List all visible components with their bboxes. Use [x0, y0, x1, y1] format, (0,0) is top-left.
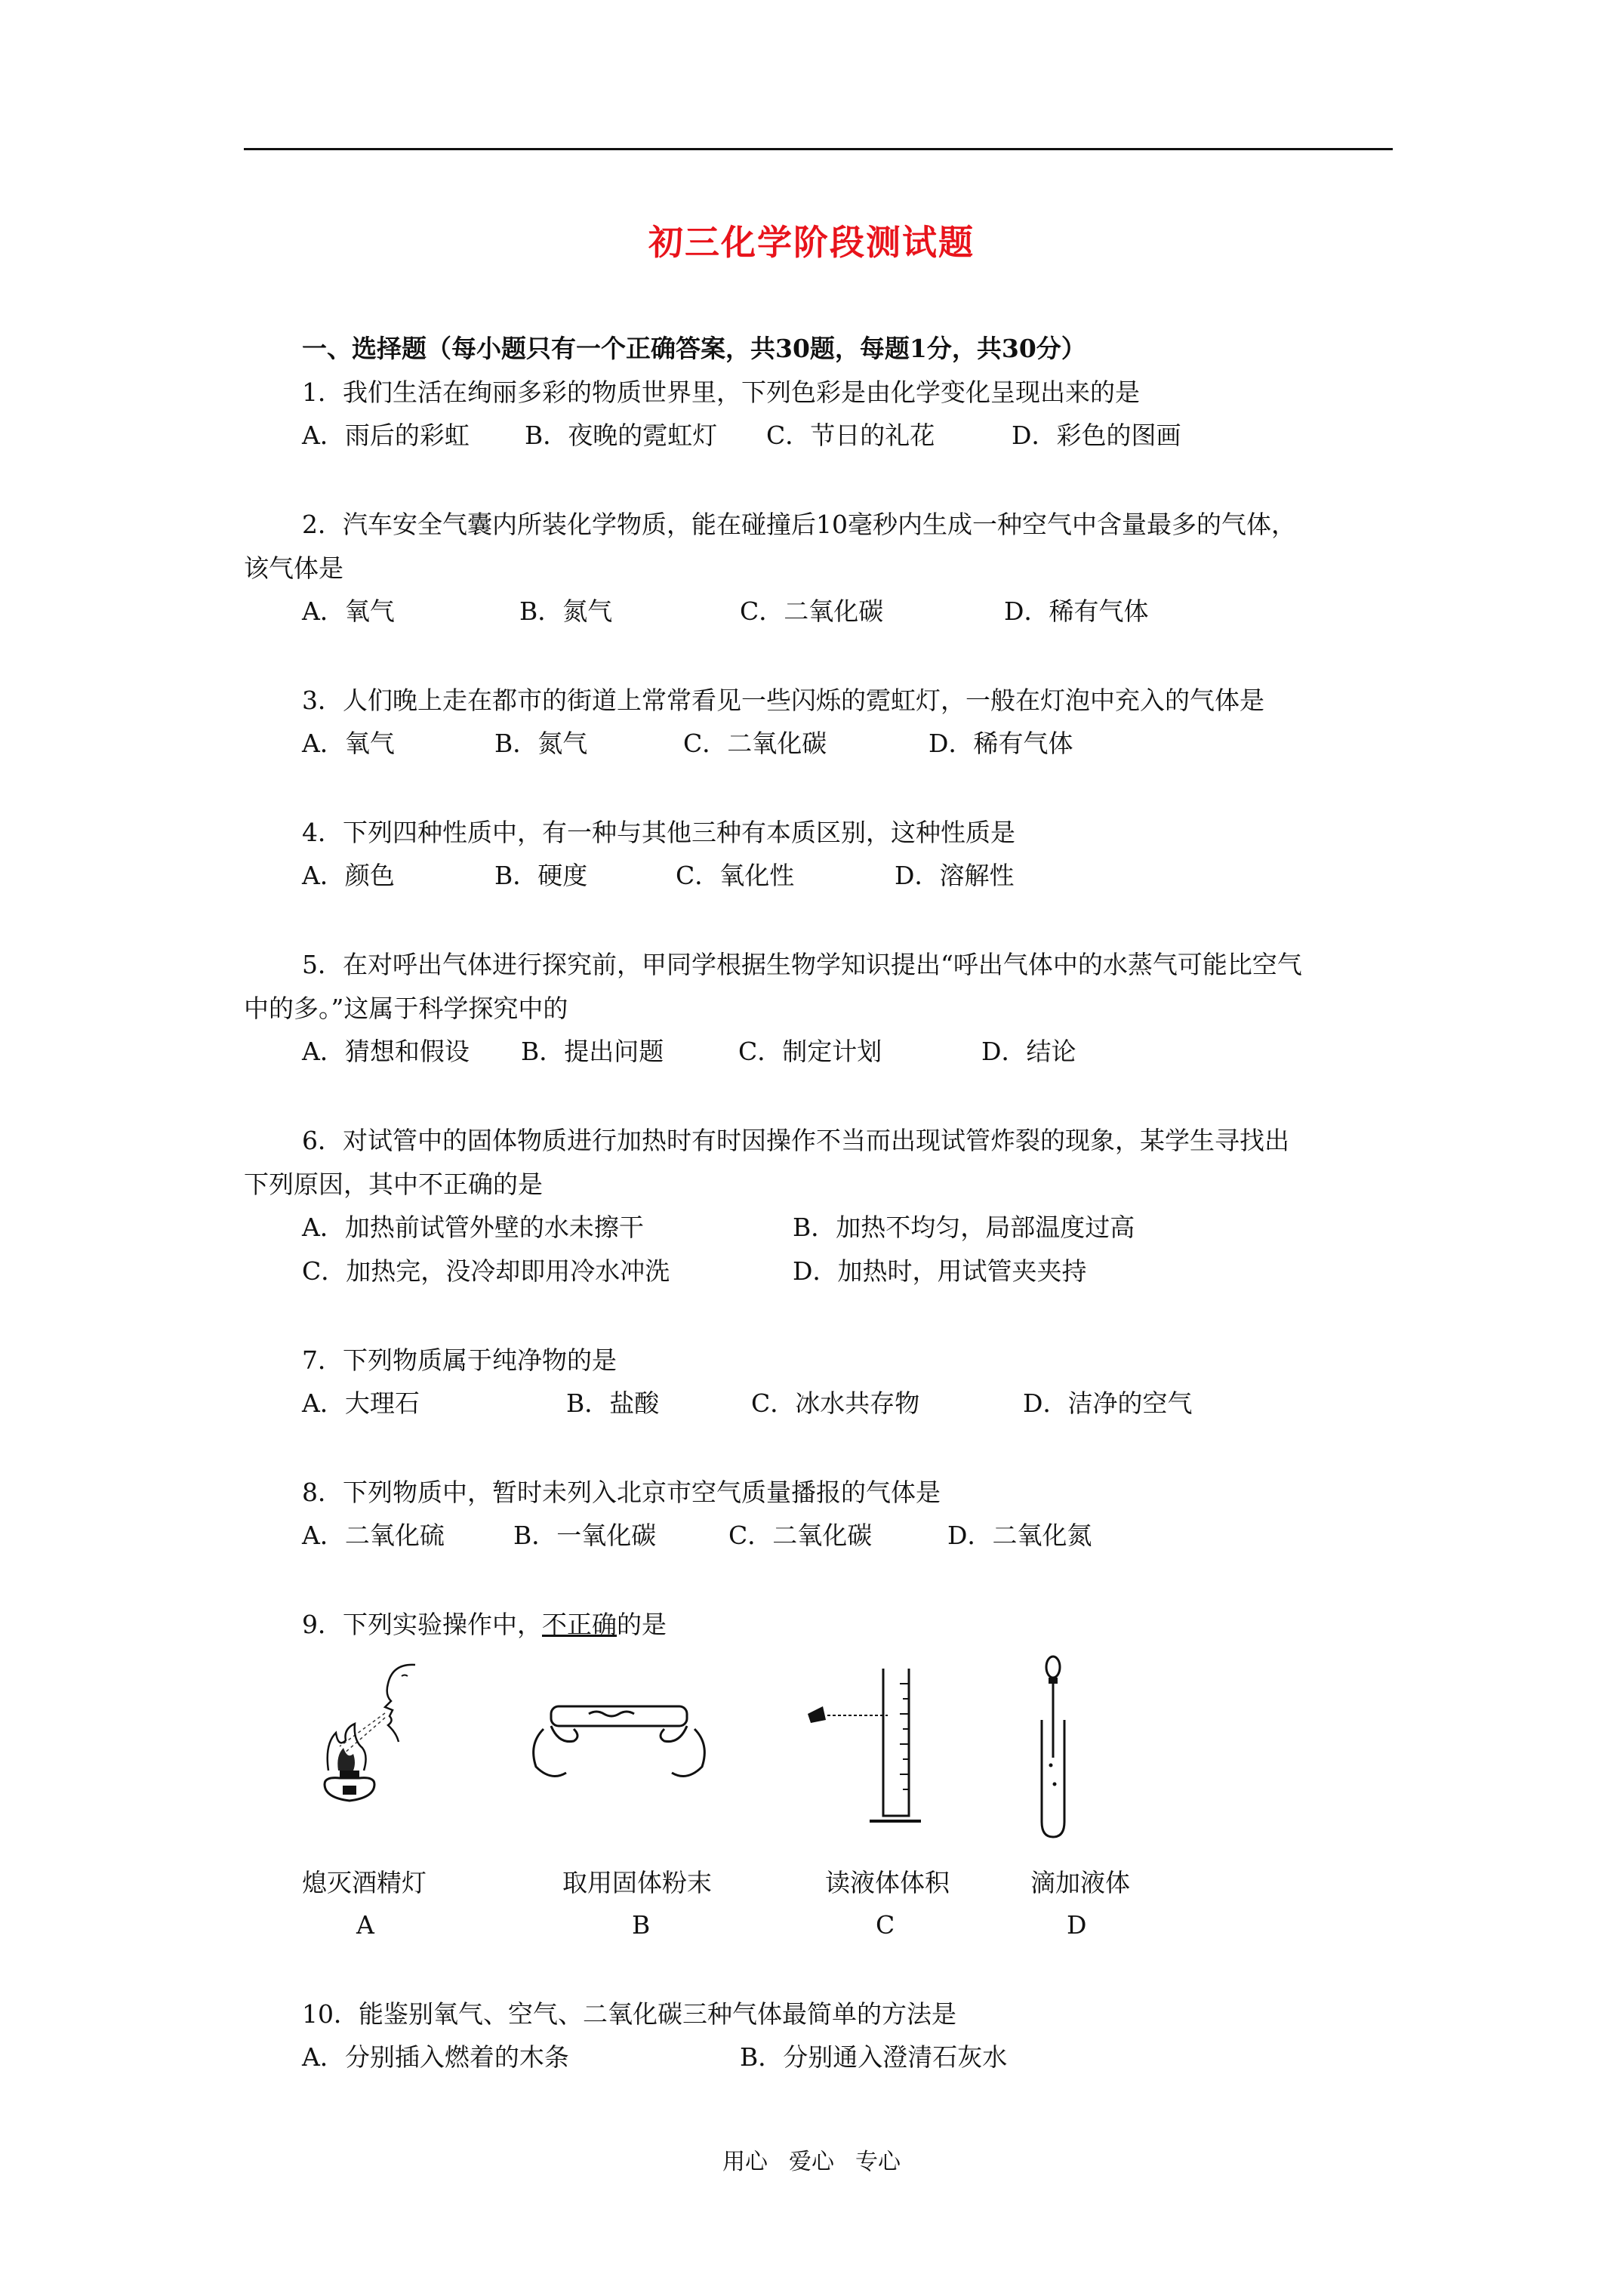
page-footer: [0, 2143, 1623, 2176]
q5-option-c: C．制定计划: [738, 1037, 882, 1066]
q6-option-a: A．加热前试管外壁的水未擦干: [302, 1213, 644, 1242]
q5-option-b: B．提出问题: [521, 1037, 664, 1066]
q9-caption-b: 取用固体粉末: [562, 1868, 712, 1897]
q1-option-a: A．雨后的彩虹: [302, 421, 470, 450]
q9-letter-d: D: [1067, 1910, 1087, 1940]
q10-stem: 10．能鉴别氧气、空气、二氧化碳三种气体最简单的方法是: [302, 1999, 956, 2029]
q3-option-d: D．稀有气体: [929, 729, 1073, 758]
q3-stem: 3．人们晚上走在都市的街道上常常看见一些闪烁的霓虹灯，一般在灯泡中充入的气体是: [302, 686, 1264, 715]
cylinder-reading-figure: [800, 1653, 936, 1842]
q4-option-d: D．溶解性: [895, 861, 1015, 890]
q1-option-d: D．彩色的图画: [1012, 421, 1181, 450]
q9-caption-c: 读液体体积: [825, 1868, 950, 1897]
q2-stem-line2: 该气体是: [244, 553, 343, 583]
q7-option-a: A．大理石: [302, 1388, 420, 1418]
q4-option-c: C．氧化性: [676, 861, 795, 890]
q1-stem: 1．我们生活在绚丽多彩的物质世界里，下列色彩是由化学变化呈现出来的是: [302, 378, 1140, 407]
q7-option-c: C．冰水共存物: [751, 1388, 920, 1418]
q6-option-d: D．加热时，用试管夹夹持: [793, 1256, 1087, 1286]
dropper-test-tube-figure: [1012, 1652, 1095, 1848]
q8-option-c: C．二氧化碳: [728, 1521, 873, 1550]
header-rule: [244, 148, 1393, 150]
page-title: 初三化学阶段测试题: [648, 222, 975, 263]
q9-caption-d: 滴加液体: [1030, 1868, 1130, 1897]
q3-option-b: B．氮气: [494, 729, 588, 758]
q9-letter-b: B: [632, 1910, 651, 1940]
q8-option-d: D．二氧化氮: [947, 1521, 1092, 1550]
q6-option-b: B．加热不均匀，局部温度过高: [793, 1213, 1135, 1242]
q5-stem-line2: 中的多。”这属于科学探究中的: [244, 994, 568, 1023]
q5-stem-line1: 5．在对呼出气体进行探究前，甲同学根据生物学知识提出“呼出气体中的水蒸气可能比空气: [302, 950, 1302, 979]
q10-option-a: A．分别插入燃着的木条: [302, 2042, 569, 2072]
q4-option-a: A．颜色: [302, 861, 395, 890]
q3-option-c: C．二氧化碳: [683, 729, 827, 758]
q2-option-a: A．氧气: [302, 596, 395, 626]
q8-stem: 8．下列物质中，暂时未列入北京市空气质量播报的气体是: [302, 1478, 941, 1507]
q6-option-c: C．加热完，没冷却即用冷水冲洗: [302, 1256, 670, 1286]
q1-option-c: C．节日的礼花: [766, 421, 935, 450]
q2-option-c: C．二氧化碳: [740, 596, 884, 626]
q2-option-b: B．氮气: [519, 596, 613, 626]
footer-word-1: 用心: [722, 2149, 768, 2175]
q10-option-b: B．分别通入澄清石灰水: [740, 2042, 1008, 2072]
q9-caption-a: 熄灭酒精灯: [302, 1868, 427, 1897]
q9-stem: 9．下列实验操作中，不正确的是: [302, 1610, 667, 1639]
q4-stem: 4．下列四种性质中，有一种与其他三种有本质区别，这种性质是: [302, 818, 1015, 847]
section-heading: 一、选择题（每小题只有一个正确答案，共30题，每题1分，共30分）: [302, 334, 1086, 363]
q7-option-b: B．盐酸: [566, 1388, 660, 1418]
q3-option-a: A．氧气: [302, 729, 395, 758]
q1-option-b: B．夜晚的霓虹灯: [525, 421, 718, 450]
q2-option-d: D．稀有气体: [1004, 596, 1149, 626]
q5-option-a: A．猜想和假设: [302, 1037, 470, 1066]
q2-stem-line1: 2．汽车安全气囊内所装化学物质，能在碰撞后10毫秒内生成一种空气中含量最多的气体，: [302, 510, 1296, 539]
q8-option-a: A．二氧化硫: [302, 1521, 445, 1550]
q7-stem: 7．下列物质属于纯净物的是: [302, 1345, 617, 1375]
alcohol-lamp-blow-figure: [310, 1657, 460, 1808]
q9-letter-c: C: [876, 1910, 895, 1940]
q6-stem-line2: 下列原因，其中不正确的是: [244, 1170, 543, 1199]
q5-option-d: D．结论: [981, 1037, 1076, 1066]
q6-stem-line1: 6．对试管中的固体物质进行加热时有时因操作不当而出现试管炸裂的现象，某学生寻找出: [302, 1126, 1289, 1155]
q7-option-d: D．洁净的空气: [1023, 1388, 1193, 1418]
q8-option-b: B．一氧化碳: [513, 1521, 657, 1550]
q4-option-b: B．硬度: [494, 861, 588, 890]
powder-trough-figure: [521, 1684, 717, 1789]
q9-underlined-text: 不正确: [542, 1610, 617, 1639]
footer-word-2: 爱心: [789, 2149, 834, 2175]
q9-letter-a: A: [356, 1910, 374, 1940]
footer-word-3: 专心: [855, 2149, 901, 2175]
